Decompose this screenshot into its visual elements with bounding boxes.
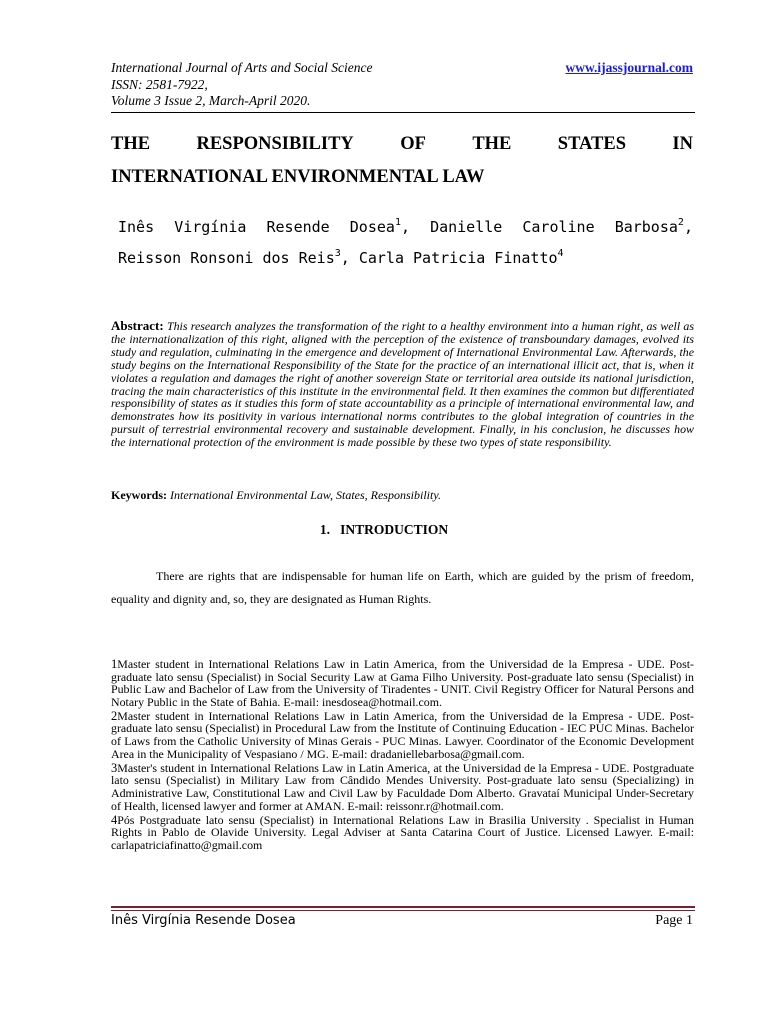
title-word: IN bbox=[672, 134, 693, 154]
volume-issue: Volume 3 Issue 2, March-April 2020. bbox=[111, 93, 311, 108]
author-4-footnote-marker: 4 bbox=[557, 248, 564, 259]
section-heading-introduction: 1. INTRODUCTION bbox=[319, 522, 449, 537]
journal-name: International Journal of Arts and Social Science bbox=[111, 60, 373, 75]
keywords bbox=[111, 488, 694, 503]
author-1-resende: Resende bbox=[266, 218, 330, 236]
footnote-number: 4 bbox=[111, 812, 118, 827]
author-3-footnote-marker: 3 bbox=[334, 248, 341, 259]
footnote-number: 2 bbox=[111, 708, 118, 723]
footnote-number: 1 bbox=[111, 657, 118, 671]
keywords-label: Keywords: bbox=[111, 488, 167, 502]
abstract-label: Abstract: bbox=[111, 318, 164, 333]
paper-title bbox=[111, 128, 693, 194]
journal-url-link[interactable]: www.ijassjournal.com bbox=[565, 60, 693, 75]
footnote bbox=[111, 658, 694, 708]
footer-author: Inês Virgínia Resende Dosea bbox=[111, 913, 296, 928]
footnote-text: Master student in International Relations Law in Latin America, from the Universidad de la Empresa - UDE. Post-graduate lato sensu (Specialist) in Social Security Law at Gama Filho University. Post-graduate lato sensu (Specialist) in Public Law and Bachelor of Law from the University of Tiradentes - UNIT. Civil Registry Officer for Natural Persons and Notary Public in the State of Bahia. E-mail: inesdosea@hotmail.com. bbox=[111, 657, 694, 709]
title-line-2: INTERNATIONAL ENVIRONMENTAL LAW bbox=[111, 167, 485, 187]
title-line-1 bbox=[111, 128, 693, 161]
footnote-number: 3 bbox=[111, 760, 118, 775]
author-2-first: Danielle bbox=[430, 218, 503, 236]
author-2-footnote-marker: 2 bbox=[677, 217, 684, 228]
author-1-middle: Virgínia bbox=[174, 218, 247, 236]
introduction-paragraph: There are rights that are indispensable for human life on Earth, which are guided by the prism of freedom, equality and dignity and, so, they are designated as Human Rights. bbox=[111, 569, 694, 606]
title-word: RESPONSIBILITY bbox=[196, 134, 354, 154]
footnote-text: Pós Postgraduate lato sensu (Specialist) in International Relations Law in Brasilia University . Specialist in Human Rights in Pablo de Olavide University. Legal Adviser at Santa Catarina Court of Justice. Licensed Lawyer. E-mail: carlapatriciafinatto@gmail.com bbox=[111, 812, 694, 852]
authors-line-2: Reisson Ronsoni dos Reis$^3$, Carla Patricia Finatto$^4$ bbox=[118, 248, 564, 267]
author-1-first: Inês bbox=[118, 218, 155, 236]
abstract bbox=[111, 320, 694, 449]
author-1-footnote-marker: 1 bbox=[394, 217, 401, 228]
title-word: OF bbox=[400, 134, 426, 154]
footnote bbox=[111, 762, 694, 812]
footnote bbox=[111, 814, 694, 852]
footnotes bbox=[111, 658, 694, 853]
page-number: Page 1 bbox=[655, 913, 693, 928]
running-header bbox=[111, 60, 693, 110]
author-3: Reisson Ronsoni dos Reis bbox=[118, 249, 335, 267]
authors-line-1 bbox=[118, 212, 693, 243]
issn: ISSN: 2581-7922, bbox=[111, 76, 208, 92]
footer-divider-thick bbox=[111, 906, 695, 908]
title-word: THE bbox=[472, 134, 512, 154]
author-4: Carla Patricia Finatto bbox=[358, 249, 558, 267]
author-1-last: Dosea$^1$, bbox=[349, 217, 410, 236]
header-divider bbox=[111, 112, 695, 113]
footnote bbox=[111, 710, 694, 760]
footer-divider-thin bbox=[111, 910, 695, 911]
title-word: STATES bbox=[557, 134, 627, 154]
keywords-text: International Environmental Law, States, Responsibility. bbox=[170, 488, 441, 502]
title-word: THE bbox=[111, 134, 151, 154]
author-2-middle: Caroline bbox=[522, 218, 595, 236]
abstract-text: This research analyzes the transformation of the right to a healthy environment into a human right, as well as the internationalization of this right, aligned with the perception of the existence of transboundary damages, evolved its study and regulation, culminating in the emergence and development of International Environmental Law. Afterwards, the study begins on the International Responsibility of the State for the practice of an international illicit act, that is, when it violates a regulation and damages the right of another sovereign State or territorial area outside its national jurisdiction, tracing the main characteristics of this institute in the environmental field. It then examines the common but differentiated responsibility of states as it studies this form of state accountability as a principle of international environmental law, and demonstrates how its positivity in various international norms contributes to the global integration of countries in the pursuit of terrestrial environmental recovery and sustainable development. Finally, in his conclusion, he discusses how the international protection of the environment is made possible by these two types of state responsibility. bbox=[111, 319, 694, 450]
footnote-text: Master student in International Relations Law in Latin America, from the Universidad de la Empresa - UDE. Post-graduate lato sensu (Specialist) in Procedural Law from the Institute of Continuing Education - IEC PUC Minas. Bachelor of Laws from the Catholic University of Minas Gerais - PUC Minas. Lawyer. Coordinator of the Economic Development Area in the Municipality of Vespasiano / MG. E-mail: dradaniellebarbosa@gmail.com. bbox=[111, 708, 694, 761]
author-list bbox=[118, 212, 693, 274]
footnote-text: Master's student in International Relations Law in Latin America, at the Universidad de la Empresa - UDE. Postgraduate lato sensu (Specialist) in Military Law from Cândido Mendes University. Post-graduate lato sensu (Specializing) in Administrative Law, Constitutional Law and Civil Law by Faculdade Dom Alberto. Gravataí Municipal Under-Secretary of Health, licensed lawyer and former at AMAN. E-mail: reissonr.r@hotmail.com. bbox=[111, 760, 694, 813]
author-2-last: Barbosa$^2$, bbox=[614, 217, 693, 236]
